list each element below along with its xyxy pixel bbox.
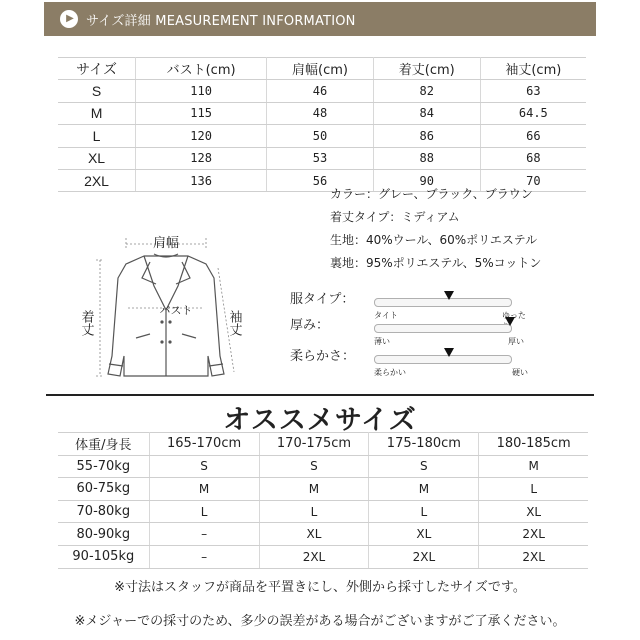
scale-low-label: 柔らかい [374, 368, 406, 377]
scale-track [374, 324, 512, 333]
size-cell: L [479, 478, 588, 501]
table-row [58, 102, 586, 124]
value-cell: 136 [136, 169, 267, 191]
size-cell: M [259, 478, 369, 501]
size-cell: L [369, 500, 479, 523]
scale-low-label: タイト [374, 311, 398, 320]
weight-cell: 70-80kg [58, 500, 149, 523]
size-cell: L [58, 125, 136, 147]
size-cell: 2XL [259, 545, 369, 568]
recommended-size-title: オススメサイズ [223, 405, 417, 436]
header-cell: バスト(cm) [136, 58, 267, 80]
header-cell: 袖丈(cm) [480, 58, 586, 80]
size-cell: M [58, 102, 136, 124]
softness-scale [290, 345, 530, 379]
spec-length-type: 着丈タイプ：ミディアム [330, 210, 460, 224]
scale-label: 服タイプ： [290, 292, 355, 307]
table-row [58, 455, 588, 478]
table-row [58, 545, 588, 568]
size-cell: – [149, 523, 259, 546]
value-cell: 48 [267, 102, 374, 124]
header-cell: サイズ [58, 58, 136, 80]
size-cell: S [369, 455, 479, 478]
value-cell: 46 [267, 80, 374, 102]
header-cell: 着丈(cm) [373, 58, 480, 80]
value-cell: 53 [267, 147, 374, 169]
size-cell: 2XL [369, 545, 479, 568]
table-row [58, 478, 588, 501]
size-table [58, 57, 586, 192]
value-cell: 63 [480, 80, 586, 102]
header-cell: 体重/身長 [58, 433, 149, 456]
size-cell: XL [479, 500, 588, 523]
table-row [58, 147, 586, 169]
value-cell: 50 [267, 125, 374, 147]
section-title: サイズ詳細 MEASUREMENT INFORMATION [86, 13, 356, 29]
length-label: 着丈 [78, 310, 94, 336]
scale-label: 厚み： [290, 318, 330, 333]
value-cell: 82 [373, 80, 480, 102]
value-cell: 115 [136, 102, 267, 124]
section-divider [46, 394, 594, 396]
value-cell: 68 [480, 147, 586, 169]
size-cell: L [149, 500, 259, 523]
scale-low-label: 薄い [374, 337, 390, 346]
size-cell: XL [369, 523, 479, 546]
scale-high-label: ゆった [502, 311, 526, 320]
header-cell: 肩幅(cm) [267, 58, 374, 80]
header-cell: 165-170cm [149, 433, 259, 456]
scale-label: 柔らかさ： [290, 349, 356, 364]
table-row [58, 523, 588, 546]
spec-color: カラー：グレー、ブラック、ブラウン [330, 187, 533, 201]
table-header-row [58, 433, 588, 456]
weight-cell: 90-105kg [58, 545, 149, 568]
weight-cell: 55-70kg [58, 455, 149, 478]
value-cell: 64.5 [480, 102, 586, 124]
value-cell: 128 [136, 147, 267, 169]
table-row [58, 500, 588, 523]
measurement-note: ※寸法はスタッフが商品を平置きにし、外側から採寸したサイズです。 [114, 580, 526, 595]
size-cell: L [259, 500, 369, 523]
weight-cell: 60-75kg [58, 478, 149, 501]
bust-label: バスト [159, 304, 193, 317]
scale-marker-icon [505, 317, 515, 326]
scale-high-label: 厚い [508, 337, 524, 346]
header-cell: 180-185cm [479, 433, 588, 456]
value-cell: 66 [480, 125, 586, 147]
size-cell: 2XL [479, 523, 588, 546]
coat-diagram [76, 226, 256, 386]
section-header [44, 2, 596, 36]
size-cell: M [479, 455, 588, 478]
value-cell: 70 [480, 169, 586, 191]
play-arrow-icon: ▶ [60, 10, 78, 28]
spec-fabric: 生地：40%ウール、60%ポリエステル [330, 233, 538, 247]
header-cell: 175-180cm [369, 433, 479, 456]
spec-lining: 裏地：95%ポリエステル、5%コットン [330, 256, 542, 270]
value-cell: 56 [267, 169, 374, 191]
thickness-scale [290, 314, 530, 348]
value-cell: 110 [136, 80, 267, 102]
tolerance-note: ※メジャーでの採寸のため、多少の誤差がある場合がございますがご了承ください。 [74, 614, 566, 629]
value-cell: 88 [373, 147, 480, 169]
size-cell: XL [58, 147, 136, 169]
size-cell: 2XL [58, 169, 136, 191]
size-cell: – [149, 545, 259, 568]
value-cell: 86 [373, 125, 480, 147]
value-cell: 84 [373, 102, 480, 124]
size-cell: M [149, 478, 259, 501]
value-cell: 120 [136, 125, 267, 147]
sleeve-label: 袖丈 [226, 310, 242, 336]
scale-high-label: 硬い [512, 368, 528, 377]
header-cell: 170-175cm [259, 433, 369, 456]
weight-cell: 80-90kg [58, 523, 149, 546]
size-cell: M [369, 478, 479, 501]
shoulder-label: 肩幅 [152, 236, 180, 251]
size-cell: S [58, 80, 136, 102]
table-row [58, 125, 586, 147]
size-cell: S [259, 455, 369, 478]
recommended-size-table [58, 432, 588, 569]
size-cell: XL [259, 523, 369, 546]
scale-marker-icon [444, 348, 454, 357]
size-cell: S [149, 455, 259, 478]
scale-marker-icon [444, 291, 454, 300]
table-header-row [58, 58, 586, 80]
value-cell: 90 [373, 169, 480, 191]
table-row [58, 80, 586, 102]
size-cell: 2XL [479, 545, 588, 568]
